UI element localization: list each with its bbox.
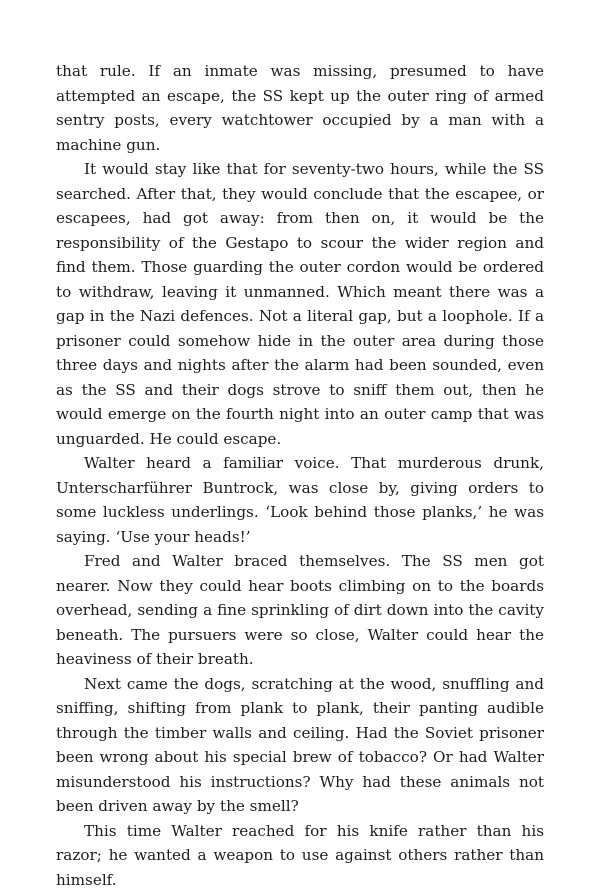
book-page-text	[56, 59, 544, 892]
paragraph-seventy-two-hours: It would stay like that for seventy-two hours, while the SS searched. After that, they would conclude that the escapee, or escapees, had got away: from then on, it would be the responsibility of the Gestapo to scour the wider region and find them. Those guarding the outer cordon would be ordered to withdraw, leaving it unmanned. Which meant there was a gap in the Nazi defences. Not a literal gap, but a loophole. If a prisoner could somehow hide in the outer area during those three days and nights after the alarm had been sounded, even as the SS and their dogs strove to sniff them out, then he would emerge on the fourth night into an outer camp that was unguarded. He could escape.	[56, 160, 544, 448]
paragraph-continued: that rule. If an inmate was missing, presumed to have attempted an escape, the SS kept up the outer ring of armed sentry posts, every watchtower occupied by a man with a machine gun.	[56, 62, 544, 154]
paragraph-braced: Fred and Walter braced themselves. The SS men got nearer. Now they could hear boots climbing on to the boards overhead, sending a fine sprinkling of dirt down into the cavity beneath. The pursuers were so close, Walter could hear the heaviness of their breath.	[56, 552, 544, 668]
paragraph-dogs: Next came the dogs, scratching at the wood, snuffling and sniffing, shifting from plank to plank, their panting audible through the timber walls and ceiling. Had the Soviet prisoner been wrong about his special brew of tobacco? Or had Walter misunderstood his instructions? Why had these animals not been driven away by the smell?	[56, 674, 544, 815]
paragraph-knife: This time Walter reached for his knife rather than his razor; he wanted a weapon to use against others rather than himself.	[56, 821, 544, 889]
paragraph-familiar-voice: Walter heard a familiar voice. That murderous drunk, Unterscharführer Buntrock, was close by, giving orders to some luckless underlings. ‘Look behind those planks,’ he was saying. ‘Use your heads!’	[56, 454, 544, 546]
